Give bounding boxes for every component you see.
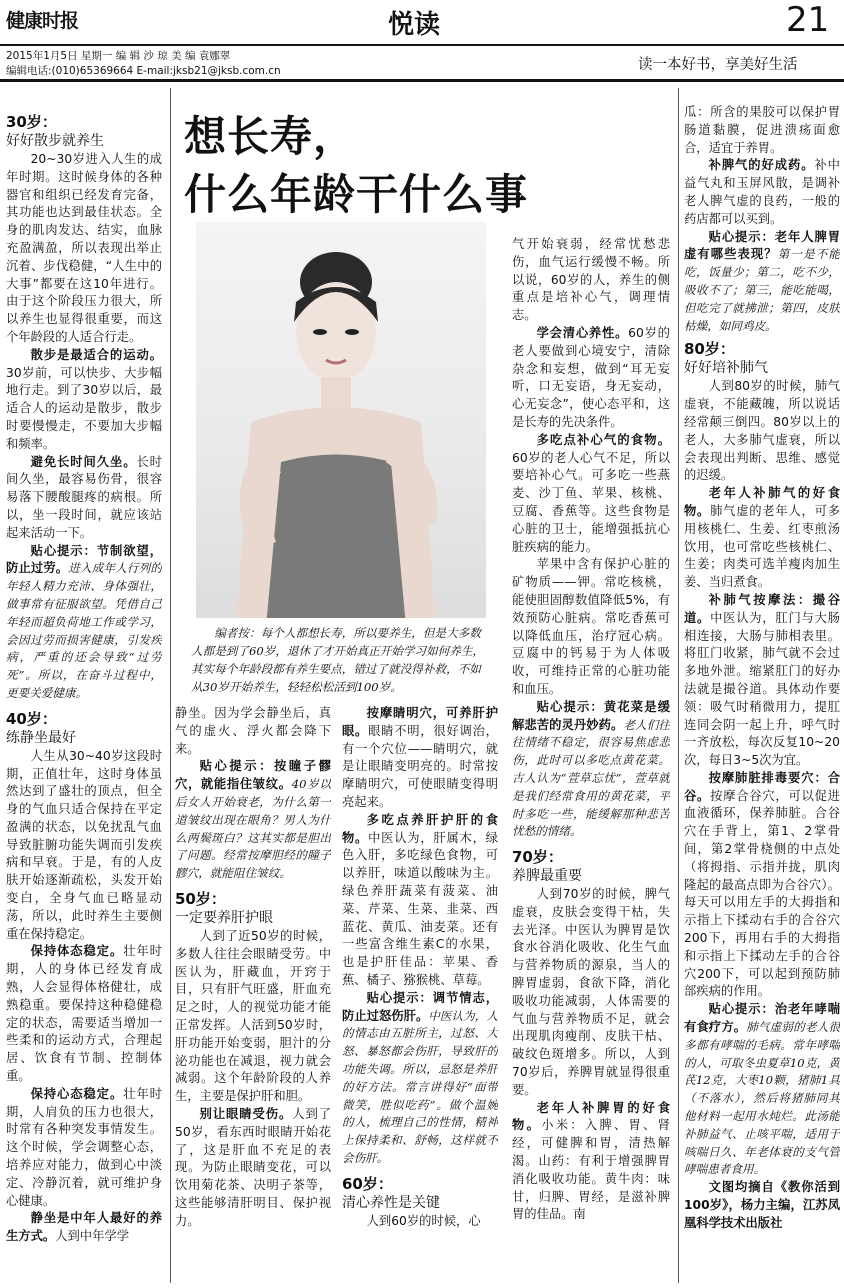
column-2 <box>175 705 331 1285</box>
heading-30-title: 好好散步就养生 <box>6 133 104 149</box>
paragraph: 苹果中含有保护心脏的矿物质——钾。常吃核桃，能使胆固醇数值降低5%，有效预防心脏病。常吃香蕉可以降低血压，治疗冠心病。豆腐中的钙易于为人体吸收，可维持正常的心脏功能和血压。 <box>512 557 670 696</box>
column-4 <box>512 236 670 1286</box>
section-title: 悦读 <box>388 10 441 40</box>
woman-photo <box>196 222 486 627</box>
paragraph: 别让眼睛受伤。人到了50岁，看东西时眼睛开始花了，这是肝血不充足的表现。为防止眼睛变花，可以饮用菊花茶、决明子茶等，这些能够清肝明目、保护视力。 <box>175 1106 331 1228</box>
paragraph: 保持体态稳定。壮年时期，人的身体已经发育成熟，人会显得体格健壮，成熟稳重。要保持这种稳健稳定的状态，需要适当增加一些柔和的运动方式，合理起居、饮食有节制、控制体重。 <box>6 944 162 1084</box>
paragraph: 避免长时间久坐。长时间久坐，最容易伤骨，很容易落下腰酸腿疼的病根。所以，坐一段时间，就应该站起来活动一下。 <box>6 454 162 540</box>
heading-80-title: 好好培补肺气 <box>684 360 768 377</box>
heading-60-title: 清心养性是关键 <box>342 1194 440 1211</box>
heading-70-title: 养脾最重要 <box>512 868 582 885</box>
heading-60-age: 60岁： <box>342 1174 393 1193</box>
paragraph: 散步是最适合的运动。30岁前，可以快步、大步幅地行走。到了30岁以后，最适合人的运动是散步，散步时要慢慢走，不要加大步幅和频率。 <box>6 347 162 451</box>
source-credit: 文图均摘自《教你活到100岁》，杨力主编，江苏凤凰科学技术出版社 <box>684 1180 840 1230</box>
headline-line-1: 想长寿， <box>184 112 357 161</box>
main-headline <box>184 108 528 224</box>
paragraph: 补肺气按摩法：撮谷道。中医认为，肛门与大肠相连接，大肠与肺相表里。将肛门收紧，肺气就不会过多地外泄。缩紧肛门的好办法就是撮谷道。具体动作要领：吸气时稍微用力，提肛连同会阴一起上升，呼气时一齐放松，每次反复10~20次，每日3~5次为宜。 <box>684 592 840 768</box>
column-1 <box>6 112 162 1287</box>
paragraph: 人到60岁的时候，心 <box>366 1213 481 1228</box>
heading-40-title: 练静坐最好 <box>6 729 76 746</box>
paragraph: 静坐。因为学会静坐后，真气的虚火、浮火都会降下来。 <box>175 706 331 756</box>
paragraph: 人到了近50岁的时候，多数人往往会眼睛受劳。中医认为，肝藏血，开窍于目，只有肝气旺盛，肝血充足之时，人的视觉功能才能正常发挥。人活到50岁时，肝功能开始变弱，胆汁的分泌功能也在减退，视力就会减弱。这个年龄阶段的人养生，主要是保护肝和胆。 <box>175 928 331 1104</box>
header-bottom-rule <box>0 79 844 82</box>
paragraph: 多吃点补心气的食物。60岁的老人心气不足，所以要培补心气。可多吃一些燕麦、沙丁鱼、苹果、核桃、豆腐、香蕉等。这些食物是心脏的卫士，能增强抵抗心脏疾病的能力。 <box>512 432 670 554</box>
slogan: 读一本好书，享美好生活 <box>638 57 798 73</box>
paragraph: 瓜：所含的果胶可以保护胃肠道黏膜，促进溃疡面愈合，适宜于养胃。 <box>684 105 840 155</box>
paragraph: 按摩睛明穴，可养肝护眼。眼睛不明，很好调治，有一个穴位——睛明穴，就是让眼睛变明亮的。时常按摩睛明穴，可使眼睛变得明亮起来。 <box>342 706 498 809</box>
heading-80-age: 80岁： <box>684 340 735 359</box>
newspaper-logo: 健康时报 <box>6 10 79 32</box>
paragraph: 学会清心养性。60岁的老人要做到心境安宁，清除杂念和妄想，做到“耳无妄听，口无妄语，身无妄动，心无妄念”，使心态平和，这是长寿的先决条件。 <box>512 325 670 429</box>
paragraph: 多吃点养肝护肝的食物。中医认为，肝属木，绿色入肝，多吃绿色食物，可以养肝，味道以酸味为主。绿色养肝蔬菜有菠菜、油菜、芹菜、生菜、韭菜、西蓝花、黄瓜、油麦菜。还有一些富含维生素C的水果，也是护肝佳品：苹果、香蕉、橘子、猕猴桃、草莓。 <box>342 812 498 987</box>
heading-50-title: 一定要养肝护眼 <box>175 909 273 926</box>
paragraph: 老年人补肺气的好食物。肺气虚的老年人，可多用核桃仁、生姜、红枣煎汤饮用，也可常吃些核桃仁、生姜；肉类可选羊瘦肉加生姜、当归煮食。 <box>684 486 840 590</box>
heading-70-age: 70岁： <box>512 848 563 867</box>
tip-paragraph: 贴心提示：治老年哮喘有食疗方。肺气虚弱的老人很多都有哮喘的毛病。常年哮喘的人，可取冬虫夏草10克，黄芪12克，大枣10颗，猪肺1具（不落水），然后将猪肺同其他材料一起用水炖烂。此汤能补肺益气、止咳平喘，适用于咳喘日久、年老体衰的支气管哮喘患者食用。 <box>684 1002 840 1177</box>
paragraph: 老年人补脾胃的好食物。小米：入脾、胃、肾经，可健脾和胃，清热解渴。山药：有利于增强脾胃消化吸收功能。黄牛肉：味甘，归脾、胃经，是滋补脾胃的佳品。南 <box>512 1100 670 1222</box>
paragraph: 静坐是中年人最好的养生方式。人到中年学学 <box>6 1211 162 1244</box>
contact-line: 编辑电话:(010)65369664 E-mail:jksb21@jksb.com.cn <box>6 65 281 77</box>
paragraph: 20~30岁进入人生的成年时期。这时候身体的各种器官和组织已经发育完备，其功能也达到最佳状态。全身的肌肉发达、结实，血脉充盈满盈，所以表现出举止沉着、步伐稳健，“人生中的大事”都要在这10年进行。由于这个阶段压力很大，所以养生也显得很重要，而这个年龄段的人适合行走。 <box>6 152 162 344</box>
tip-paragraph: 贴心提示：调节情志，防止过怒伤肝。中医认为，人的情志由五脏所主，过怒、大怒、暴怒都会伤肝，导致肝的功能失调。所以，忌怒是养肝的好方法。常言讲得好“面带微笑，胜似吃药”。做个温婉的人，梳理自己的性情，精神上保持柔和、舒畅，这样就不会伤肝。 <box>342 990 498 1165</box>
masthead-rule <box>0 44 844 46</box>
date-editor-line: 2015年1月5日 星期一 编 辑 沙 琼 美 编 袁娜翠 <box>6 50 231 62</box>
paragraph: 人到70岁的时候，脾气虚衰，皮肤会变得干枯，失去光泽。中医认为脾胃是饮食水谷消化吸收、化生气血与营养物质的源泉，当人的脾胃虚弱，食欲下降，消化吸收功能减弱，人体需要的气血与营养物质不足，就会出现肌肉瘦削、皮肤干枯、破纹色斑增多。所以，人到70岁后，养脾胃就显得很重要。 <box>512 887 670 1097</box>
paragraph: 气开始衰弱，经常忧愁悲伤，血气运行缓慢不畅。所以说，60岁的人，养生的侧重点是培补心气，调理情志。 <box>512 237 670 323</box>
heading-50-age: 50岁： <box>175 889 226 908</box>
column-divider-4 <box>678 88 679 1283</box>
paragraph: 人生从30~40岁这段时期，正值壮年，这时身体虽然达到了盛壮的顶点，但全身的气血只适合保持在平定盈满的状态，以免扰乱气血导致脏腑功能失调而引发疾病和早衰。于是，有的人皮肤开始逐渐疏松，头发开始变白，全身气血已略显动荡，所以，此时养生主要侧重在保持稳定。 <box>6 748 162 941</box>
paragraph: 补脾气的好成药。补中益气丸和玉屏风散，是调补老人脾气虚的良药，一般的药店都可以买到。 <box>684 158 840 226</box>
heading-30-age: 30岁： <box>6 113 57 131</box>
paragraph: 人到80岁的时候，肺气虚衰，不能藏魄，所以说话经常颠三倒四。80岁以上的老人，大多肺气虚衰，所以会表现出判断、思维、感觉的迟缓。 <box>684 379 840 483</box>
tip-paragraph: 贴心提示：按瞳子髎穴，就能指住皱纹。40岁以后女人开始衰老，为什么第一道皱纹出现在眼角？男人为什么两鬓斑白？这其实都是胆出了问题。经常按摩胆经的瞳子髎穴，就能阻住皱纹。 <box>175 759 331 881</box>
page-number: 21 <box>786 0 830 40</box>
column-5 <box>684 104 840 1284</box>
paragraph: 按摩肺脏排毒要穴：合谷。按摩合谷穴，可以促进血液循环，保养肺脏。合谷穴在手背上，第1、2掌骨间，第2掌骨桡侧的中点处（将拇指、示指并拢，肌肉隆起的最高点即为合谷穴）。每天可以用左手的大拇指和示指上下揉动右手的合谷穴200下，再用右手的大拇指和示指上下揉动左手的合谷穴200下，可以起到预防肺部疾病的作用。 <box>684 770 840 999</box>
headline-line-2: 什么年龄干什么事 <box>184 170 529 219</box>
column-divider-1 <box>170 88 171 1283</box>
paragraph: 保持心态稳定。壮年时期，人肩负的压力也很大，时常有各种突发事情发生。这个时候，学会调整心态，培养应对能力，做到心中淡定、冷静沉着，就可维护身心健康。 <box>6 1086 162 1208</box>
tip-paragraph: 贴心提示：老年人脾胃虚有哪些表现？第一是不能吃，饭量少；第二，吃不少，吸收不了；第三，能吃能喝，但吃完了就拂泄；第四，皮肤枯燥，如同鸡皮。 <box>684 229 840 333</box>
tip-paragraph: 贴心提示：黄花菜是缓解悲苦的灵丹妙药。老人们往往情绪不稳定，很容易焦虑悲伤，此时可以多吃点黄花菜。古人认为“萱草忘忧”，萱草就是我们经常食用的黄花菜，平时多吃一些，能缓解那种悲苦忧愁的情绪。 <box>512 699 670 839</box>
column-3 <box>342 705 498 1285</box>
tip-paragraph: 贴心提示：节制欲望，防止过劳。进入成年人行列的年轻人精力充沛、身体强壮，做事常有征服欲望。凭借自己年轻而超负荷地工作或学习，会因过劳而损害健康，引发疾病，严重的还会导致“过劳死”。所以，在奋斗过程中，更要关爱健康。 <box>6 543 162 700</box>
heading-40-age: 40岁： <box>6 709 57 728</box>
editor-note: 编者按：每个人都想长寿，所以要养生，但是大多数人都是到了60岁，退休了才开始真正开始学习如何养生，其实每个年龄段都有养生要点，错过了就没得补救，不如从30岁开始养生，轻轻松松活到100岁。 <box>183 618 499 702</box>
